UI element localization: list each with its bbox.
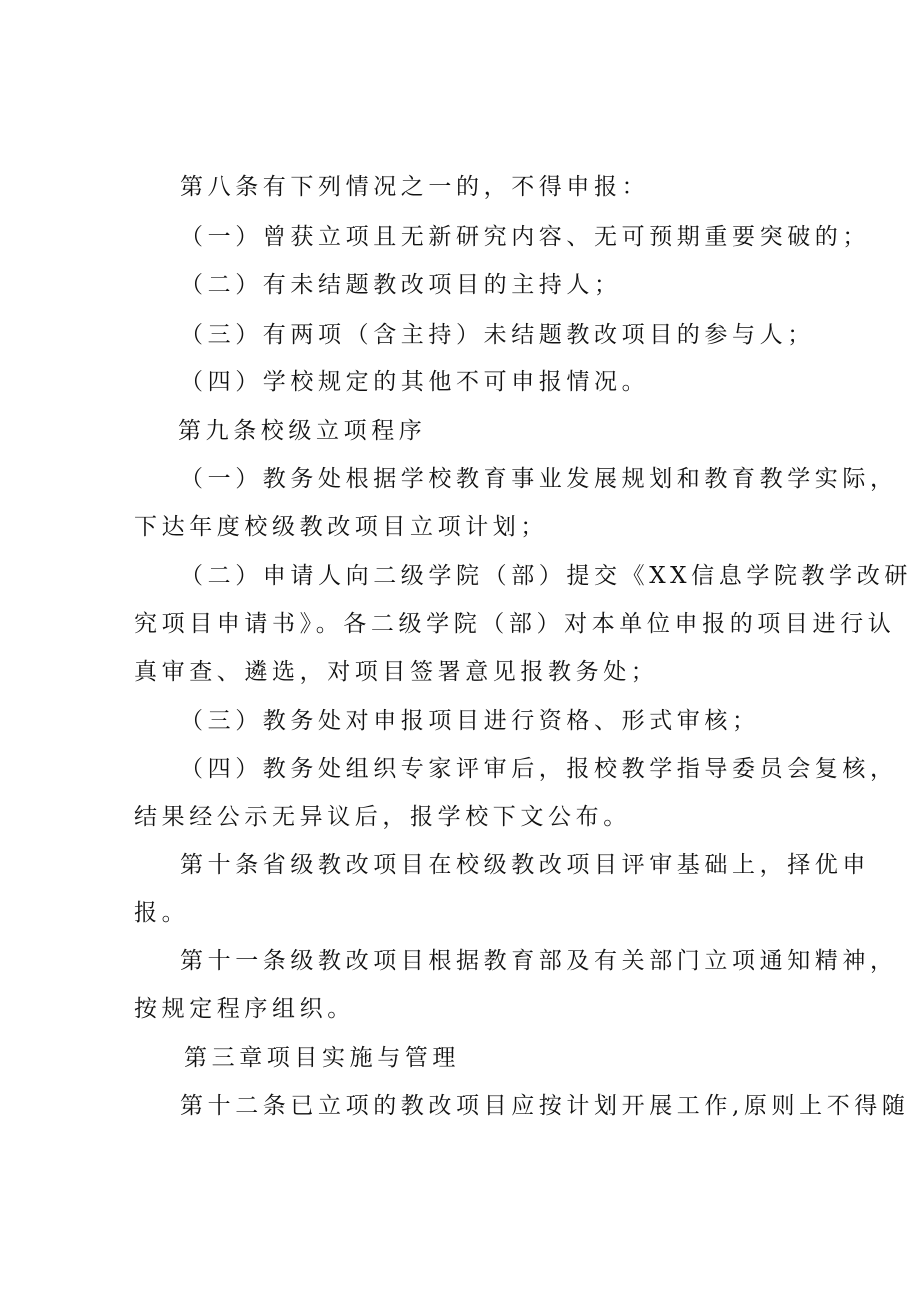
article-9-item-3: （三）教务处对申报项目进行资格、形式审核； (180, 708, 760, 734)
article-8-item-4: （四）学校规定的其他不可申报情况。 (180, 369, 650, 395)
article-8-heading: 第八条有下列情况之一的，不得申报： (180, 174, 650, 200)
article-11-line-2: 按规定程序组织。 (134, 996, 355, 1022)
article-8-item-3: （三）有两项（含主持）未结题教改项目的参与人； (180, 322, 815, 348)
article-8-item-2: （二）有未结题教改项目的主持人； (180, 272, 622, 298)
article-9-heading: 第九条校级立项程序 (178, 418, 427, 444)
chapter-3-heading: 第三章项目实施与管理 (184, 1045, 460, 1071)
article-9-item-4-line-1: （四）教务处组织专家评审后，报校教学指导委员会复核， (180, 756, 898, 782)
article-8-item-1: （一）曾获立项且无新研究内容、无可预期重要突破的； (180, 224, 870, 250)
article-9-item-2-line-2: 究项目申请书》。各二级学院（部）对本单位申报的项目进行认 (134, 611, 896, 637)
article-9-item-2-line-1: （二）申请人向二级学院（部）提交《XX信息学院教学改研 (180, 563, 912, 589)
article-12-line-1: 第十二条已立项的教改项目应按计划开展工作,原则上不得随 (180, 1093, 910, 1119)
article-10-line-2: 报。 (134, 900, 190, 926)
article-9-item-1-line-1: （一）教务处根据学校教育事业发展规划和教育教学实际， (180, 466, 898, 492)
article-9-item-2-line-3: 真审查、遴选，对项目签署意见报教务处； (134, 659, 659, 685)
article-10-line-1: 第十条省级教改项目在校级教改项目评审基础上，择优申 (180, 852, 870, 878)
article-11-line-1: 第十一条级教改项目根据教育部及有关部门立项通知精神， (180, 948, 898, 974)
article-9-item-4-line-2: 结果经公示无异议后，报学校下文公布。 (134, 804, 631, 830)
article-9-item-1-line-2: 下达年度校级教改项目立项计划； (134, 514, 548, 540)
